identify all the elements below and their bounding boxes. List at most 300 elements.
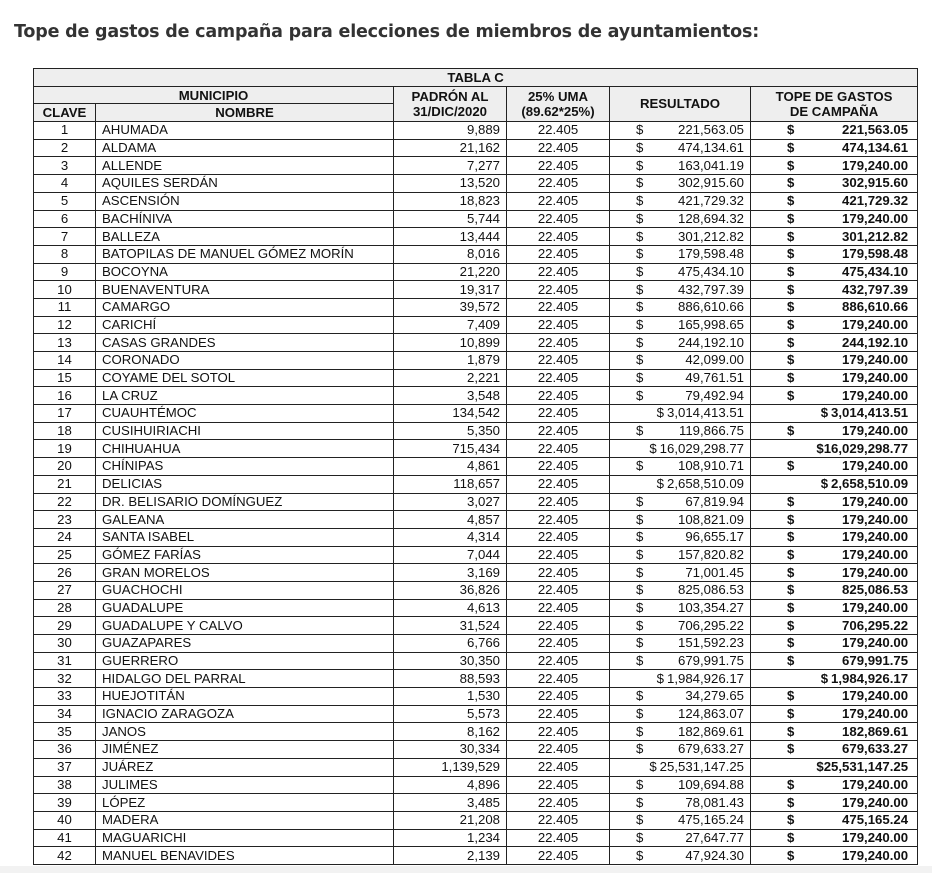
cell-clave: 8 [34,245,96,263]
currency-symbol: $ [636,653,644,669]
cell-uma: 22.405 [507,811,610,829]
cell-resultado [610,192,751,210]
cell-resultado [610,493,751,511]
cell-clave: 9 [34,263,96,281]
table-row [34,440,918,458]
currency-symbol: $ [787,157,795,173]
cell-uma: 22.405 [507,316,610,334]
cell-clave: 30 [34,635,96,653]
cell-padron: 1,139,529 [394,758,507,776]
cell-nombre: ASCENSIÓN [96,192,394,210]
cell-resultado [610,528,751,546]
table-row [34,263,918,281]
cell-uma: 22.405 [507,458,610,476]
cell-nombre: GUACHOCHI [96,581,394,599]
resultado-amount [614,724,744,740]
tope-value: 179,240.00 [842,210,909,226]
cell-clave: 23 [34,511,96,529]
currency-symbol: $ [787,776,795,792]
tope-amount [755,547,908,563]
cell-nombre: COYAME DEL SOTOL [96,369,394,387]
currency-symbol: $ [649,440,657,456]
table-row [34,422,918,440]
cell-nombre: BUENAVENTURA [96,281,394,299]
header-tope [751,86,918,121]
cell-resultado [610,635,751,653]
cell-clave: 10 [34,281,96,299]
cell-uma: 22.405 [507,635,610,653]
campaign-spending-table-container [33,68,917,865]
header-padron [394,86,507,121]
table-row [34,352,918,370]
tope-amount [755,671,908,687]
resultado-amount [614,388,744,404]
currency-symbol: $ [787,140,795,156]
table-row [34,705,918,723]
resultado-amount [614,547,744,563]
tope-value: 432,797.39 [842,281,909,297]
cell-resultado [610,670,751,688]
cell-uma: 22.405 [507,228,610,246]
resultado-value: 34,279.65 [685,688,744,704]
cell-uma: 22.405 [507,422,610,440]
currency-symbol: $ [636,564,644,580]
currency-symbol: $ [787,617,795,633]
cell-uma: 22.405 [507,581,610,599]
cell-resultado [610,369,751,387]
currency-symbol: $ [787,387,795,403]
tope-value: 2,658,510.09 [831,476,909,492]
currency-symbol: $ [787,352,795,368]
resultado-amount [614,565,744,581]
cell-nombre: MAGUARICHI [96,829,394,847]
tope-amount [755,741,908,757]
cell-nombre: JUÁREZ [96,758,394,776]
cell-clave: 15 [34,369,96,387]
cell-clave: 39 [34,794,96,812]
table-row [34,599,918,617]
tope-value: 179,240.00 [842,688,909,704]
resultado-value: 16,029,298.77 [659,440,744,456]
resultado-value: 3,014,413.51 [666,405,744,421]
cell-tope [751,599,918,617]
cell-nombre: GRAN MORELOS [96,564,394,582]
resultado-value: 421,729.32 [677,193,744,209]
cell-nombre: BOCOYNA [96,263,394,281]
cell-nombre: CUAUHTÉMOC [96,405,394,423]
currency-symbol: $ [636,493,644,509]
table-row [34,228,918,246]
table-row [34,316,918,334]
tope-amount [755,653,908,669]
table-row [34,475,918,493]
resultado-value: 79,492.94 [685,387,744,403]
currency-symbol: $ [787,564,795,580]
resultado-amount [614,688,744,704]
cell-resultado [610,334,751,352]
cell-tope [751,546,918,564]
currency-symbol: $ [636,316,644,332]
cell-padron: 1,530 [394,688,507,706]
cell-tope [751,635,918,653]
currency-symbol: $ [636,352,644,368]
cell-clave: 4 [34,175,96,193]
cell-nombre: ALDAMA [96,139,394,157]
resultado-amount [614,264,744,280]
tope-value: 179,240.00 [842,511,909,527]
cell-tope [751,794,918,812]
header-uma-line1: 25% UMA [527,88,589,104]
cell-resultado [610,723,751,741]
tope-amount [755,264,908,280]
tope-amount [755,246,908,262]
cell-tope [751,440,918,458]
resultado-amount [614,246,744,262]
tope-value: 182,869.61 [842,723,909,739]
cell-clave: 28 [34,599,96,617]
resultado-value: 96,655.17 [685,529,744,545]
currency-symbol: $ [787,334,795,350]
cell-tope [751,705,918,723]
page-bottom-bar [0,866,932,873]
currency-symbol: $ [787,511,795,527]
header-clave: CLAVE [34,104,96,122]
resultado-value: 67,819.94 [685,493,744,509]
table-row [34,175,918,193]
tope-value: 221,563.05 [842,122,909,138]
currency-symbol: $ [636,582,644,598]
cell-nombre: HUEJOTITÁN [96,688,394,706]
header-resultado: RESULTADO [610,86,751,121]
cell-clave: 31 [34,652,96,670]
cell-nombre: LÓPEZ [96,794,394,812]
cell-nombre: CAMARGO [96,298,394,316]
cell-tope [751,122,918,140]
cell-resultado [610,652,751,670]
cell-padron: 4,314 [394,528,507,546]
cell-uma: 22.405 [507,281,610,299]
resultado-value: 302,915.60 [677,175,744,191]
cell-resultado [610,511,751,529]
tope-amount [755,635,908,651]
cell-tope [751,475,918,493]
currency-symbol: $ [636,458,644,474]
table-row [34,617,918,635]
table-row [34,139,918,157]
tope-amount [755,229,908,245]
currency-symbol: $ [816,759,824,775]
currency-symbol: $ [820,405,829,421]
resultado-value: 432,797.39 [677,281,744,297]
cell-resultado [610,440,751,458]
resultado-amount [614,211,744,227]
currency-symbol: $ [636,546,644,562]
cell-tope [751,564,918,582]
cell-resultado [610,847,751,865]
cell-nombre: GÓMEZ FARÍAS [96,546,394,564]
tope-amount [755,777,908,793]
tope-amount [755,122,908,138]
currency-symbol: $ [636,812,644,828]
cell-padron: 2,221 [394,369,507,387]
currency-symbol: $ [636,599,644,615]
cell-nombre: GUAZAPARES [96,635,394,653]
currency-symbol: $ [787,546,795,562]
tope-amount [755,211,908,227]
cell-resultado [610,139,751,157]
cell-resultado [610,581,751,599]
tope-value: 1,984,926.17 [831,670,909,686]
cell-clave: 2 [34,139,96,157]
cell-uma: 22.405 [507,758,610,776]
cell-resultado [610,245,751,263]
cell-nombre: SANTA ISABEL [96,528,394,546]
cell-tope [751,847,918,865]
tope-amount [755,582,908,598]
cell-tope [751,829,918,847]
cell-uma: 22.405 [507,688,610,706]
cell-clave: 40 [34,811,96,829]
cell-uma: 22.405 [507,829,610,847]
resultado-value: 128,694.32 [677,210,744,226]
currency-symbol: $ [636,263,644,279]
table-row [34,122,918,140]
cell-nombre: AQUILES SERDÁN [96,175,394,193]
currency-symbol: $ [787,458,795,474]
currency-symbol: $ [636,847,644,863]
tope-amount [755,476,908,492]
tope-amount [755,848,908,864]
cell-nombre: ALLENDE [96,157,394,175]
tope-amount [755,706,908,722]
cell-uma: 22.405 [507,528,610,546]
cell-tope [751,175,918,193]
table-row [34,688,918,706]
cell-clave: 14 [34,352,96,370]
header-uma [507,86,610,121]
tope-amount [755,812,908,828]
resultado-amount [614,830,744,846]
cell-padron: 8,016 [394,245,507,263]
header-padron-line1: PADRÓN AL [411,88,489,104]
cell-uma: 22.405 [507,369,610,387]
cell-tope [751,281,918,299]
cell-resultado [610,564,751,582]
cell-nombre: GUADALUPE Y CALVO [96,617,394,635]
table-row [34,298,918,316]
cell-resultado [610,122,751,140]
cell-padron: 6,766 [394,635,507,653]
currency-symbol: $ [636,741,644,757]
tope-amount [755,759,908,775]
currency-symbol: $ [787,653,795,669]
cell-clave: 20 [34,458,96,476]
cell-uma: 22.405 [507,776,610,794]
cell-nombre: GUADALUPE [96,599,394,617]
table-row [34,210,918,228]
cell-tope [751,139,918,157]
cell-resultado [610,228,751,246]
currency-symbol: $ [787,228,795,244]
currency-symbol: $ [636,617,644,633]
resultado-value: 301,212.82 [677,228,744,244]
currency-symbol: $ [787,599,795,615]
currency-symbol: $ [636,334,644,350]
cell-clave: 25 [34,546,96,564]
currency-symbol: $ [636,299,644,315]
resultado-amount [614,229,744,245]
currency-symbol: $ [636,281,644,297]
cell-resultado [610,741,751,759]
currency-symbol: $ [820,670,829,686]
cell-resultado [610,546,751,564]
table-row [34,281,918,299]
cell-resultado [610,829,751,847]
currency-symbol: $ [787,741,795,757]
cell-resultado [610,458,751,476]
currency-symbol: $ [636,529,644,545]
currency-symbol: $ [787,493,795,509]
table-row [34,723,918,741]
tope-amount [755,140,908,156]
cell-uma: 22.405 [507,263,610,281]
cell-nombre: AHUMADA [96,122,394,140]
table-row [34,581,918,599]
resultado-value: 475,434.10 [677,263,744,279]
tope-value: 179,240.00 [842,829,909,845]
currency-symbol: $ [636,193,644,209]
cell-padron: 3,169 [394,564,507,582]
resultado-amount [614,423,744,439]
cell-tope [751,511,918,529]
cell-padron: 5,573 [394,705,507,723]
cell-tope [751,245,918,263]
resultado-value: 151,592.23 [677,635,744,651]
tope-value: 16,029,298.77 [823,440,909,456]
cell-clave: 26 [34,564,96,582]
cell-clave: 41 [34,829,96,847]
tope-value: 179,240.00 [842,564,909,580]
tope-amount [755,193,908,209]
table-row [34,511,918,529]
resultado-amount [614,777,744,793]
cell-clave: 32 [34,670,96,688]
resultado-value: 163,041.19 [677,157,744,173]
cell-resultado [610,599,751,617]
cell-padron: 1,234 [394,829,507,847]
resultado-value: 165,998.65 [677,316,744,332]
cell-nombre: JANOS [96,723,394,741]
cell-clave: 37 [34,758,96,776]
cell-tope [751,352,918,370]
cell-resultado [610,422,751,440]
table-row [34,758,918,776]
currency-symbol: $ [656,670,664,686]
currency-symbol: $ [656,476,664,492]
cell-uma: 22.405 [507,564,610,582]
cell-nombre: GALEANA [96,511,394,529]
cell-uma: 22.405 [507,475,610,493]
cell-resultado [610,475,751,493]
resultado-value: 108,821.09 [677,511,744,527]
currency-symbol: $ [787,812,795,828]
cell-uma: 22.405 [507,723,610,741]
cell-tope [751,458,918,476]
header-tope-line1: TOPE DE GASTOS [775,88,893,104]
cell-uma: 22.405 [507,210,610,228]
cell-padron: 7,044 [394,546,507,564]
campaign-spending-table [33,68,918,865]
cell-clave: 6 [34,210,96,228]
cell-tope [751,758,918,776]
table-row [34,157,918,175]
resultado-amount [614,582,744,598]
header-municipio: MUNICIPIO [34,86,394,104]
cell-uma: 22.405 [507,157,610,175]
cell-resultado [610,705,751,723]
tope-value: 179,240.00 [842,157,909,173]
cell-tope [751,493,918,511]
cell-resultado [610,617,751,635]
table-row [34,829,918,847]
currency-symbol: $ [636,829,644,845]
cell-uma: 22.405 [507,546,610,564]
resultado-value: 27,647.77 [685,829,744,845]
cell-uma: 22.405 [507,705,610,723]
tope-amount [755,317,908,333]
tope-value: 886,610.66 [842,299,909,315]
currency-symbol: $ [787,246,795,262]
header-padron-line2: 31/DIC/2020 [412,103,488,119]
cell-nombre: CHIHUAHUA [96,440,394,458]
cell-uma: 22.405 [507,298,610,316]
table-row [34,493,918,511]
cell-nombre: MADERA [96,811,394,829]
tope-value: 179,240.00 [842,776,909,792]
cell-padron: 3,485 [394,794,507,812]
table-row [34,192,918,210]
cell-padron: 30,334 [394,741,507,759]
tope-value: 475,434.10 [842,263,909,279]
cell-resultado [610,298,751,316]
table-caption: TABLA C [34,69,918,87]
resultado-amount [614,122,744,138]
cell-tope [751,192,918,210]
resultado-value: 244,192.10 [677,334,744,350]
cell-tope [751,776,918,794]
header-tope-line2: DE CAMPAÑA [789,103,879,119]
resultado-amount [614,741,744,757]
cell-clave: 36 [34,741,96,759]
cell-resultado [610,263,751,281]
cell-nombre: IGNACIO ZARAGOZA [96,705,394,723]
header-uma-line2: (89.62*25%) [521,103,595,119]
cell-clave: 3 [34,157,96,175]
cell-resultado [610,352,751,370]
cell-nombre: CASAS GRANDES [96,334,394,352]
tope-amount [755,795,908,811]
cell-nombre: CORONADO [96,352,394,370]
tope-value: 706,295.22 [842,617,909,633]
resultado-value: 49,761.51 [685,370,744,386]
tope-value: 3,014,413.51 [831,405,909,421]
resultado-amount [614,795,744,811]
cell-nombre: BACHÍNIVA [96,210,394,228]
tope-value: 179,240.00 [842,316,909,332]
cell-padron: 1,879 [394,352,507,370]
cell-tope [751,741,918,759]
tope-amount [755,175,908,191]
